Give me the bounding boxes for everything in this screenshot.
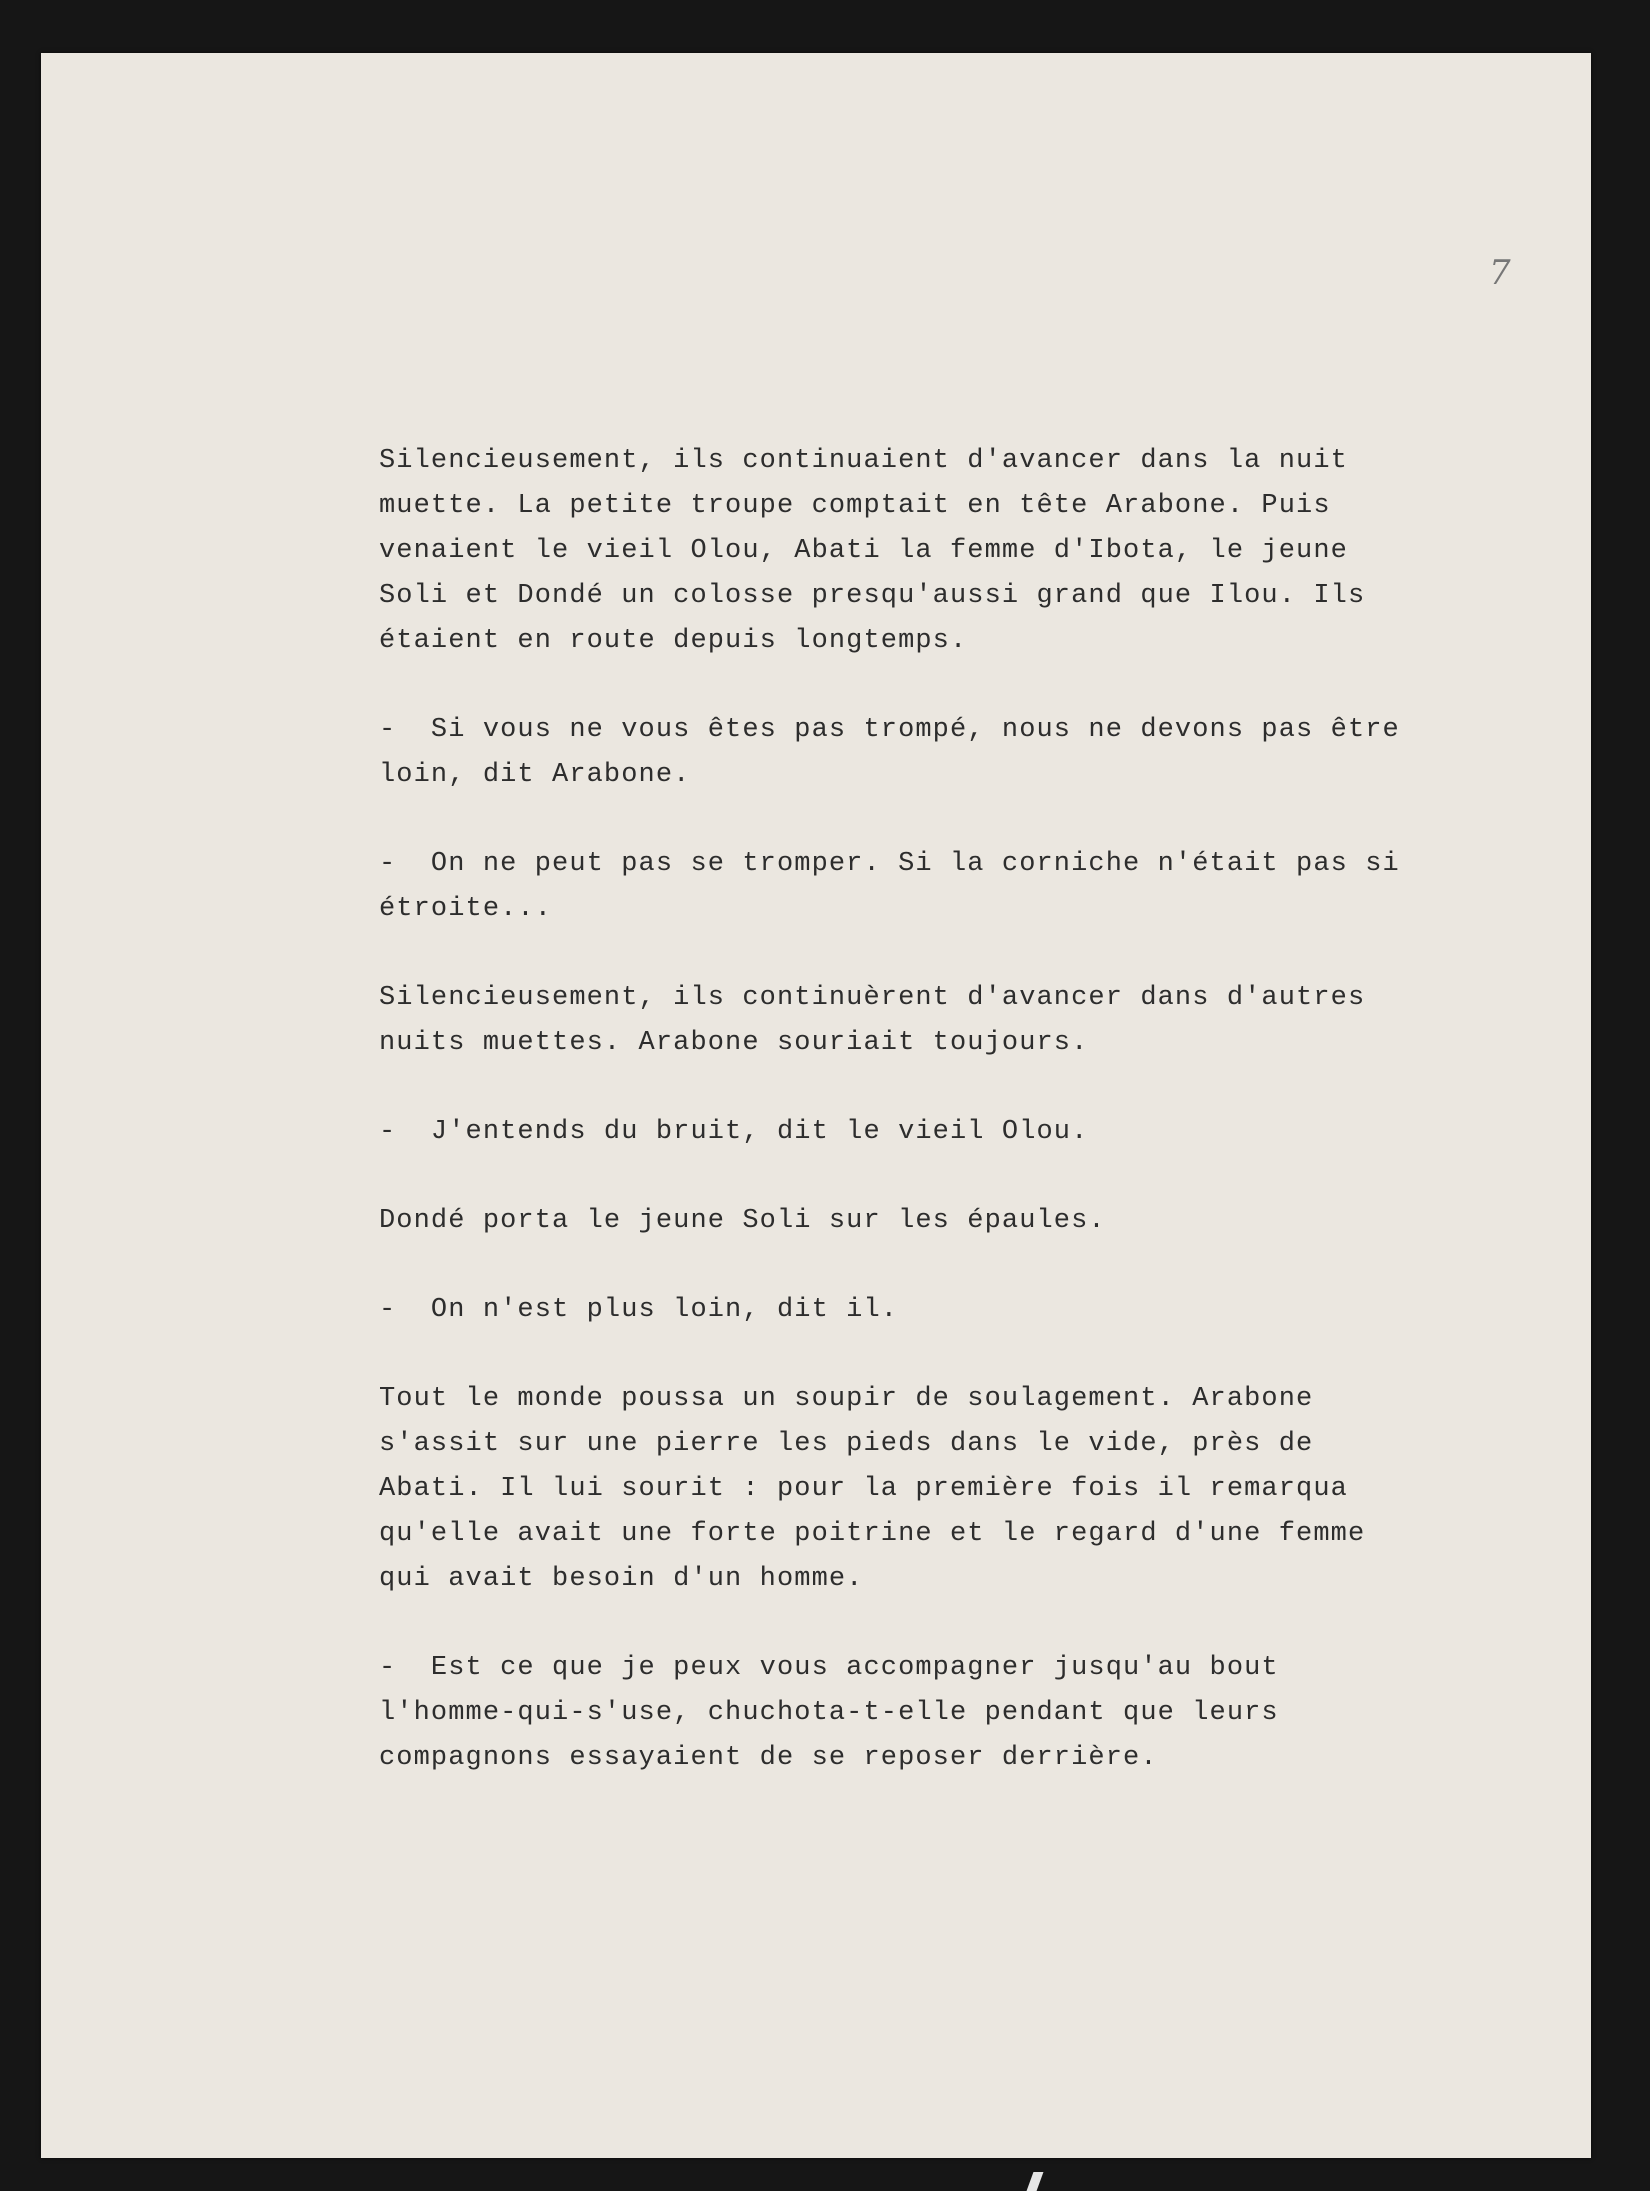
text-line: nuits muettes. Arabone souriait toujours. <box>379 1028 1089 1058</box>
text-line: - On n'est plus loin, dit il. <box>379 1295 899 1325</box>
paragraph <box>379 708 1549 798</box>
text-line: loin, dit Arabone. <box>379 760 691 790</box>
paragraph <box>379 1288 1549 1333</box>
paragraph <box>379 1199 1549 1244</box>
text-line: compagnons essayaient de se reposer derrière. <box>379 1743 1158 1773</box>
text-line: venaient le vieil Olou, Abati la femme d'Ibota, le jeune <box>379 536 1348 566</box>
text-line: Abati. Il lui sourit : pour la première fois il remarqua <box>379 1474 1348 1504</box>
edge-mark <box>1027 2172 1044 2191</box>
text-line: - On ne peut pas se tromper. Si la corniche n'était pas si <box>379 849 1400 879</box>
text-line: Tout le monde poussa un soupir de soulagement. Arabone <box>379 1384 1314 1414</box>
text-line: Soli et Dondé un colosse presqu'aussi grand que Ilou. Ils <box>379 581 1366 611</box>
text-line: étroite... <box>379 894 553 924</box>
paragraph <box>379 1110 1549 1155</box>
text-line: s'assit sur une pierre les pieds dans le vide, près de <box>379 1429 1314 1459</box>
paragraph <box>379 976 1549 1066</box>
text-line: Dondé porta le jeune Soli sur les épaules. <box>379 1206 1106 1236</box>
text-line: Silencieusement, ils continuèrent d'avancer dans d'autres <box>379 983 1366 1013</box>
paragraph <box>379 842 1549 932</box>
paragraph <box>379 1646 1549 1781</box>
text-line: qu'elle avait une forte poitrine et le regard d'une femme <box>379 1519 1366 1549</box>
text-line: qui avait besoin d'un homme. <box>379 1564 864 1594</box>
text-line: l'homme-qui-s'use, chuchota-t-elle pendant que leurs <box>379 1698 1279 1728</box>
text-line: muette. La petite troupe comptait en tête Arabone. Puis <box>379 491 1331 521</box>
text-line: - Est ce que je peux vous accompagner jusqu'au bout <box>379 1653 1279 1683</box>
text-line: - Si vous ne vous êtes pas trompé, nous ne devons pas être <box>379 715 1400 745</box>
page-number: 7 <box>1489 253 1511 293</box>
text-line: étaient en route depuis longtemps. <box>379 626 968 656</box>
paragraph <box>379 1377 1549 1602</box>
typewritten-page <box>41 53 1591 2158</box>
typescript-body <box>379 439 1549 1825</box>
paragraph <box>379 439 1549 664</box>
text-line: Silencieusement, ils continuaient d'avancer dans la nuit <box>379 446 1348 476</box>
text-line: - J'entends du bruit, dit le vieil Olou. <box>379 1117 1089 1147</box>
